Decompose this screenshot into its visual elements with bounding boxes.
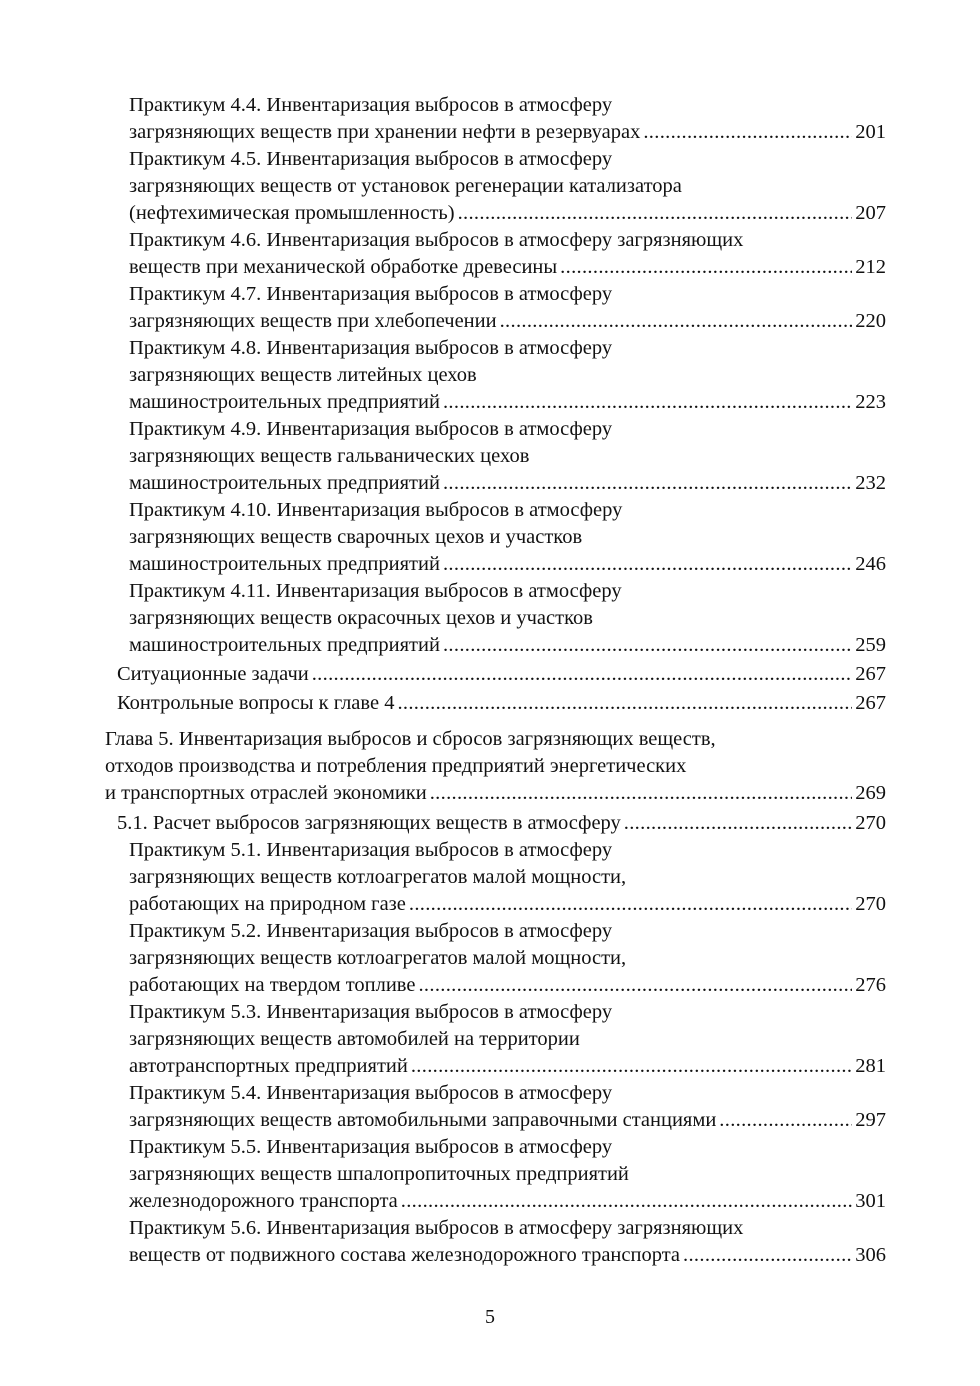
table-of-contents xyxy=(0,92,980,1269)
toc-entry-chapter-5[interactable] xyxy=(105,726,886,807)
dot-leader xyxy=(500,308,853,335)
toc-entry-text: загрязняющих веществ котлоагрегатов малой мощности, xyxy=(129,866,627,888)
dot-leader xyxy=(560,254,852,281)
dot-leader xyxy=(719,1107,852,1134)
toc-entry-text: автотранспортных предприятий xyxy=(129,1055,408,1077)
dot-leader xyxy=(409,891,852,918)
toc-entry-text: работающих на твердом топливе xyxy=(129,974,416,996)
toc-page-number: 201 xyxy=(855,121,886,143)
toc-entry-text: 5.1. Расчет выбросов загрязняющих веществ в атмосферу xyxy=(117,812,621,834)
toc-page-number: 270 xyxy=(855,812,886,834)
toc-entry-text: Практикум 4.4. Инвентаризация выбросов в атмосферу xyxy=(129,94,613,116)
toc-entry-text: загрязняющих веществ шпалопропиточных предприятий xyxy=(129,1163,629,1185)
toc-entry-text: Глава 5. Инвентаризация выбросов и сбросов загрязняющих веществ, xyxy=(105,728,716,750)
toc-entry-practicum-5-1[interactable] xyxy=(129,837,886,918)
toc-page-number: 269 xyxy=(855,782,886,804)
toc-page-number: 270 xyxy=(855,893,886,915)
dot-leader xyxy=(683,1242,852,1269)
toc-entry-text: Практикум 4.10. Инвентаризация выбросов в атмосферу xyxy=(129,499,623,521)
dot-leader xyxy=(411,1053,852,1080)
toc-entry-text: работающих на природном газе xyxy=(129,893,406,915)
toc-entry-text: Практикум 4.8. Инвентаризация выбросов в атмосферу xyxy=(129,337,613,359)
toc-page-number: 267 xyxy=(855,663,886,685)
dot-leader xyxy=(443,632,852,659)
toc-entry-text: загрязняющих веществ при хранении нефти в резервуарах xyxy=(129,121,641,143)
toc-entry-practicum-5-2[interactable] xyxy=(129,918,886,999)
toc-entry-text: Практикум 4.6. Инвентаризация выбросов в атмосферу загрязняющих xyxy=(129,229,744,251)
toc-entry-text: (нефтехимическая промышленность) xyxy=(129,202,455,224)
toc-entry-text: Практикум 5.1. Инвентаризация выбросов в атмосферу xyxy=(129,839,613,861)
toc-entry-text: железнодорожного транспорта xyxy=(129,1190,398,1212)
toc-page-number: 276 xyxy=(855,974,886,996)
toc-entry-text: Практикум 5.2. Инвентаризация выбросов в атмосферу xyxy=(129,920,613,942)
toc-entry-practicum-5-3[interactable] xyxy=(129,999,886,1080)
toc-entry-practicum-4-7[interactable] xyxy=(129,281,886,335)
toc-entry-text: загрязняющих веществ автомобильными заправочными станциями xyxy=(129,1109,717,1131)
toc-entry-text: отходов производства и потребления предприятий энергетических xyxy=(105,755,687,777)
toc-entry-practicum-4-8[interactable] xyxy=(129,335,886,416)
toc-entry-section-5-1[interactable] xyxy=(117,810,886,837)
toc-entry-text: и транспортных отраслей экономики xyxy=(105,782,427,804)
toc-entry-practicum-4-6[interactable] xyxy=(129,227,886,281)
toc-page-number: 207 xyxy=(855,202,886,224)
toc-page-number: 223 xyxy=(855,391,886,413)
toc-entry-text: машиностроительных предприятий xyxy=(129,472,440,494)
dot-leader xyxy=(443,551,852,578)
toc-entry-practicum-5-6[interactable] xyxy=(129,1215,886,1269)
dot-leader xyxy=(312,661,853,688)
toc-entry-practicum-5-5[interactable] xyxy=(129,1134,886,1215)
dot-leader xyxy=(443,470,852,497)
dot-leader xyxy=(458,200,853,227)
toc-entry-text: загрязняющих веществ окрасочных цехов и участков xyxy=(129,607,593,629)
toc-entry-practicum-4-5[interactable] xyxy=(129,146,886,227)
dot-leader xyxy=(624,810,852,837)
toc-page-number: 259 xyxy=(855,634,886,656)
toc-entry-text: Контрольные вопросы к главе 4 xyxy=(117,692,395,714)
toc-page-number: 306 xyxy=(855,1244,886,1266)
page-number: 5 xyxy=(485,1306,495,1328)
toc-entry-practicum-4-4[interactable] xyxy=(129,92,886,146)
toc-entry-text: Практикум 5.6. Инвентаризация выбросов в атмосферу загрязняющих xyxy=(129,1217,744,1239)
toc-entry-text: загрязняющих веществ литейных цехов xyxy=(129,364,477,386)
toc-entry-text: Практикум 5.5. Инвентаризация выбросов в атмосферу xyxy=(129,1136,613,1158)
toc-page-number: 220 xyxy=(855,310,886,332)
toc-page-number: 301 xyxy=(855,1190,886,1212)
toc-entry-text: веществ от подвижного состава железнодорожного транспорта xyxy=(129,1244,681,1266)
toc-entry-text: Практикум 4.5. Инвентаризация выбросов в атмосферу xyxy=(129,148,613,170)
toc-entry-practicum-5-4[interactable] xyxy=(129,1080,886,1134)
toc-entry-text: загрязняющих веществ при хлебопечении xyxy=(129,310,497,332)
toc-entry-text: машиностроительных предприятий xyxy=(129,553,440,575)
toc-entry-text: Практикум 4.9. Инвентаризация выбросов в атмосферу xyxy=(129,418,613,440)
dot-leader xyxy=(397,690,852,717)
toc-entry-text: Практикум 5.3. Инвентаризация выбросов в атмосферу xyxy=(129,1001,613,1023)
toc-entry-text: загрязняющих веществ от установок регенерации катализатора xyxy=(129,175,682,197)
toc-entry-text: Практикум 5.4. Инвентаризация выбросов в атмосферу xyxy=(129,1082,613,1104)
dot-leader xyxy=(443,389,852,416)
toc-entry-situational-tasks[interactable] xyxy=(117,661,886,688)
toc-page-number: 246 xyxy=(855,553,886,575)
toc-entry-practicum-4-11[interactable] xyxy=(129,578,886,659)
toc-entry-text: загрязняющих веществ автомобилей на территории xyxy=(129,1028,580,1050)
toc-entry-text: машиностроительных предприятий xyxy=(129,634,440,656)
toc-entry-text: загрязняющих веществ гальванических цехов xyxy=(129,445,530,467)
toc-page-number: 297 xyxy=(855,1109,886,1131)
dot-leader xyxy=(418,972,852,999)
toc-entry-text: машиностроительных предприятий xyxy=(129,391,440,413)
toc-entry-text: Практикум 4.11. Инвентаризация выбросов в атмосферу xyxy=(129,580,622,602)
dot-leader xyxy=(401,1188,852,1215)
toc-entry-practicum-4-9[interactable] xyxy=(129,416,886,497)
toc-page-number: 232 xyxy=(855,472,886,494)
dot-leader xyxy=(430,780,853,807)
toc-page-number: 212 xyxy=(855,256,886,278)
toc-entry-practicum-4-10[interactable] xyxy=(129,497,886,578)
toc-entry-text: загрязняющих веществ котлоагрегатов малой мощности, xyxy=(129,947,627,969)
toc-page-number: 267 xyxy=(855,692,886,714)
toc-entry-control-questions[interactable] xyxy=(117,690,886,717)
dot-leader xyxy=(643,119,852,146)
toc-entry-text: Практикум 4.7. Инвентаризация выбросов в атмосферу xyxy=(129,283,613,305)
toc-entry-text: веществ при механической обработке древесины xyxy=(129,256,558,278)
toc-entry-text: загрязняющих веществ сварочных цехов и участков xyxy=(129,526,583,548)
toc-page-number: 281 xyxy=(855,1055,886,1077)
toc-entry-text: Ситуационные задачи xyxy=(117,663,309,685)
